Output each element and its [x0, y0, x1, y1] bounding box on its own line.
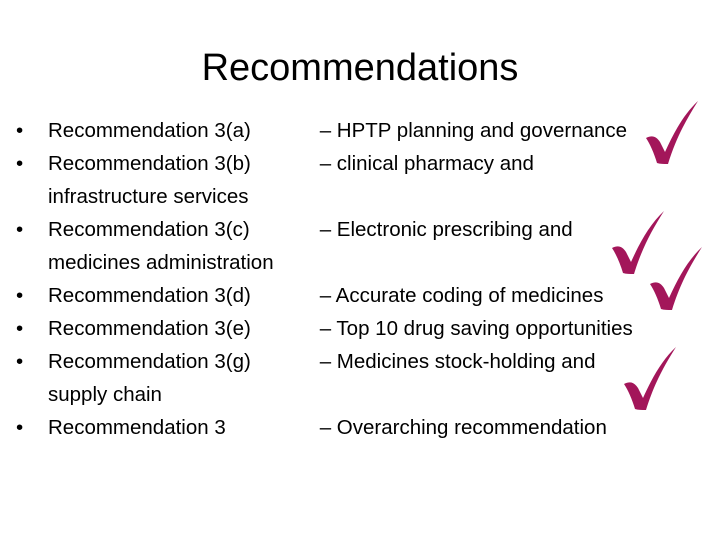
- list-item: [16, 147, 706, 213]
- list-item: [16, 114, 706, 147]
- list-item: [16, 345, 706, 411]
- recommendation-description: – Overarching recommendation: [319, 416, 607, 439]
- item-continuation: medicines administration: [48, 251, 274, 274]
- recommendation-label: Recommendation 3: [48, 416, 226, 439]
- slide-title: Recommendations: [201, 47, 519, 89]
- item-continuation: infrastructure services: [48, 185, 249, 208]
- recommendation-description: – Electronic prescribing and: [319, 218, 573, 241]
- checkmark-icon: [640, 98, 702, 166]
- recommendation-label: Recommendation 3(e): [48, 317, 251, 340]
- item-line: [48, 312, 706, 345]
- checkmark-icon: [618, 344, 680, 412]
- bullet: •: [16, 317, 24, 340]
- recommendation-description: – clinical pharmacy and: [319, 152, 534, 175]
- recommendation-label: Recommendation 3(g): [48, 350, 251, 373]
- item-line: [48, 147, 706, 180]
- recommendation-label: Recommendation 3(d): [48, 284, 251, 307]
- list-item: [16, 279, 706, 312]
- checkmark-icon: [644, 244, 706, 312]
- list-item: [16, 411, 706, 444]
- item-line: [48, 411, 706, 444]
- item-line: [48, 279, 706, 312]
- recommendation-description: – HPTP planning and governance: [319, 119, 628, 142]
- bullet: •: [16, 284, 24, 307]
- bullet: •: [16, 152, 24, 175]
- recommendation-label: Recommendation 3(b): [48, 152, 251, 175]
- bullet: •: [16, 350, 24, 373]
- recommendation-list: [16, 114, 706, 444]
- bullet: •: [16, 119, 24, 142]
- bullet: •: [16, 416, 24, 439]
- list-item: [16, 213, 706, 279]
- item-line: [48, 114, 706, 147]
- recommendation-label: Recommendation 3(a): [48, 119, 251, 142]
- recommendation-description: – Top 10 drug saving opportunities: [319, 317, 633, 340]
- list-item: [16, 312, 706, 345]
- recommendation-description: – Medicines stock-holding and: [319, 350, 596, 373]
- bullet: •: [16, 218, 24, 241]
- item-line: [48, 345, 706, 378]
- item-continuation: supply chain: [48, 383, 162, 406]
- recommendation-description: – Accurate coding of medicines: [319, 284, 604, 307]
- recommendation-label: Recommendation 3(c): [48, 218, 250, 241]
